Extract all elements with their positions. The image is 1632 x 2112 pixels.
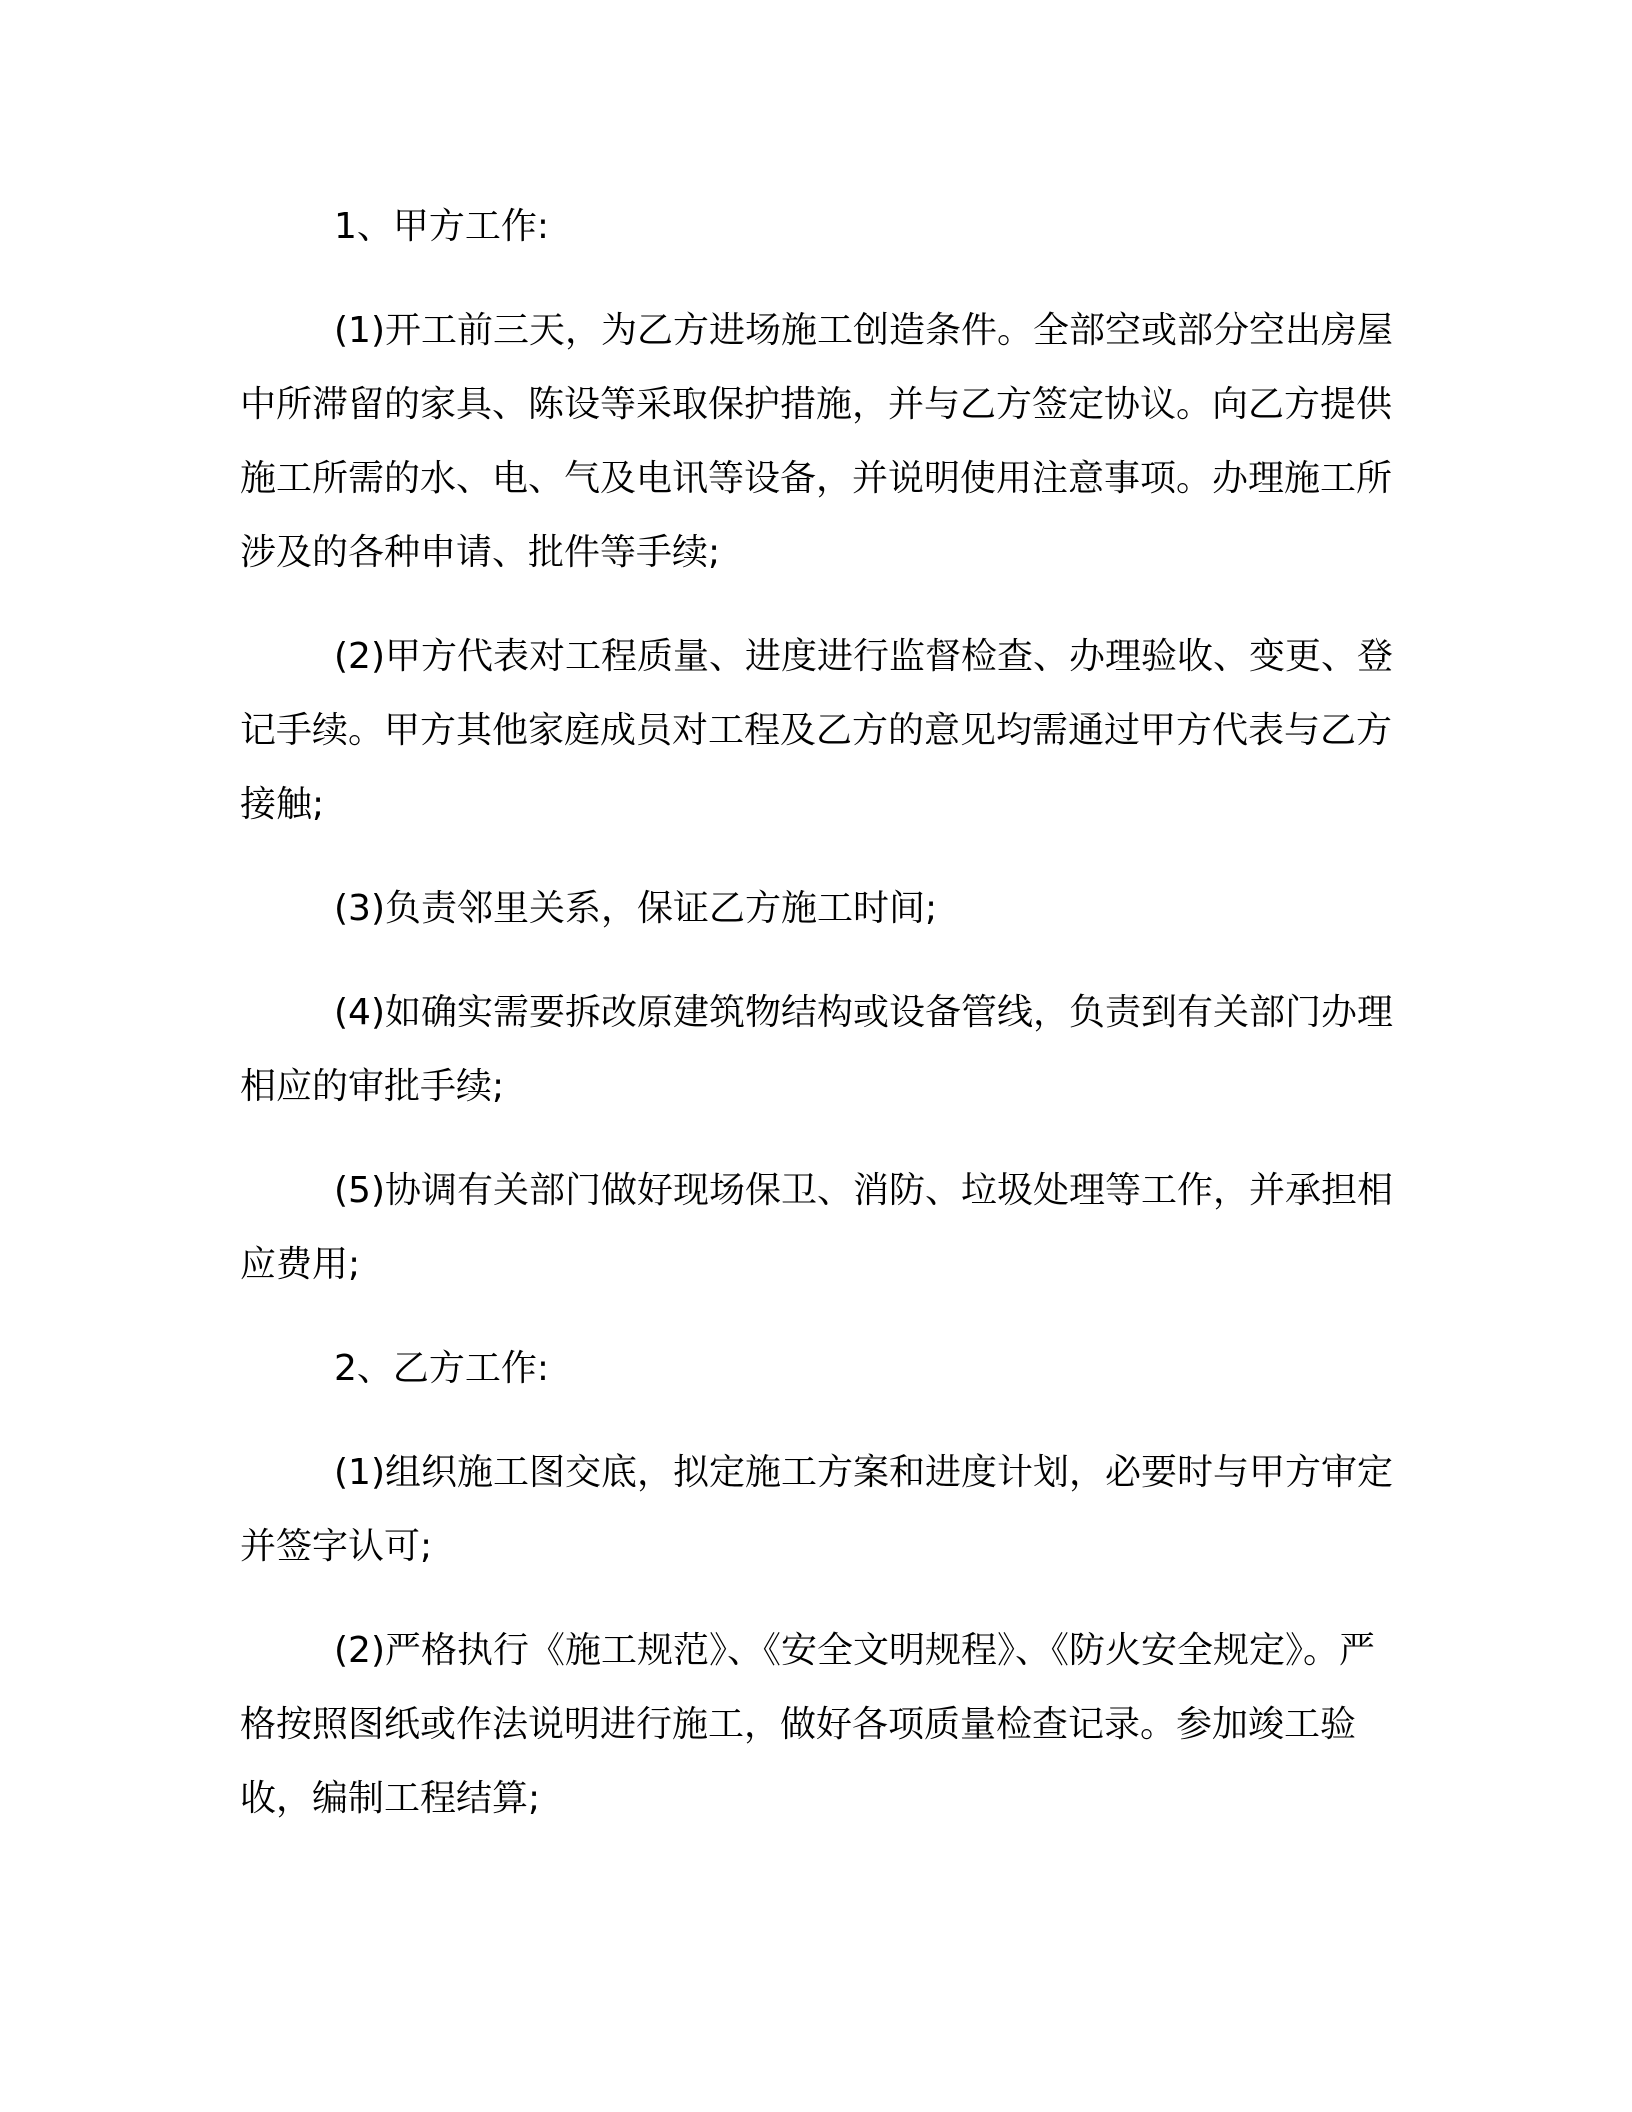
paragraph-gap <box>240 590 1400 620</box>
paragraph-gap <box>240 1302 1400 1332</box>
party-b-item-1: (1)组织施工图交底，拟定施工方案和进度计划，必要时与甲方审定并签字认可; <box>240 1452 1393 1567</box>
section-heading-party-a: 1、甲方工作: <box>334 206 550 247</box>
paragraph-gap <box>240 1406 1400 1436</box>
party-b-item-2: (2)严格执行《施工规范》、《安全文明规程》、《防火安全规定》。严格按照图纸或作法说明进行施工，做好各项质量检查记录。参加竣工验收，编制工程结算; <box>240 1630 1375 1819</box>
paragraph-gap <box>240 264 1400 294</box>
section-heading-party-b: 2、乙方工作: <box>334 1348 550 1389</box>
paragraph-gap <box>240 1584 1400 1614</box>
paragraph-gap <box>240 842 1400 872</box>
document-body <box>240 190 1400 1836</box>
paragraph-gap <box>240 946 1400 976</box>
party-a-item-5: (5)协调有关部门做好现场保卫、消防、垃圾处理等工作，并承担相应费用; <box>240 1170 1393 1285</box>
party-a-item-1: (1)开工前三天，为乙方进场施工创造条件。全部空或部分空出房屋中所滞留的家具、陈设等采取保护措施，并与乙方签定协议。向乙方提供施工所需的水、电、气及电讯等设备，并说明使用注意事项。办理施工所涉及的各种申请、批件等手续; <box>240 310 1393 573</box>
paragraph-gap <box>240 1124 1400 1154</box>
party-a-item-3: (3)负责邻里关系，保证乙方施工时间; <box>334 888 938 929</box>
party-a-item-4: (4)如确实需要拆改原建筑物结构或设备管线，负责到有关部门办理相应的审批手续; <box>240 992 1393 1107</box>
party-a-item-2: (2)甲方代表对工程质量、进度进行监督检查、办理验收、变更、登记手续。甲方其他家庭成员对工程及乙方的意见均需通过甲方代表与乙方接触; <box>240 636 1393 825</box>
